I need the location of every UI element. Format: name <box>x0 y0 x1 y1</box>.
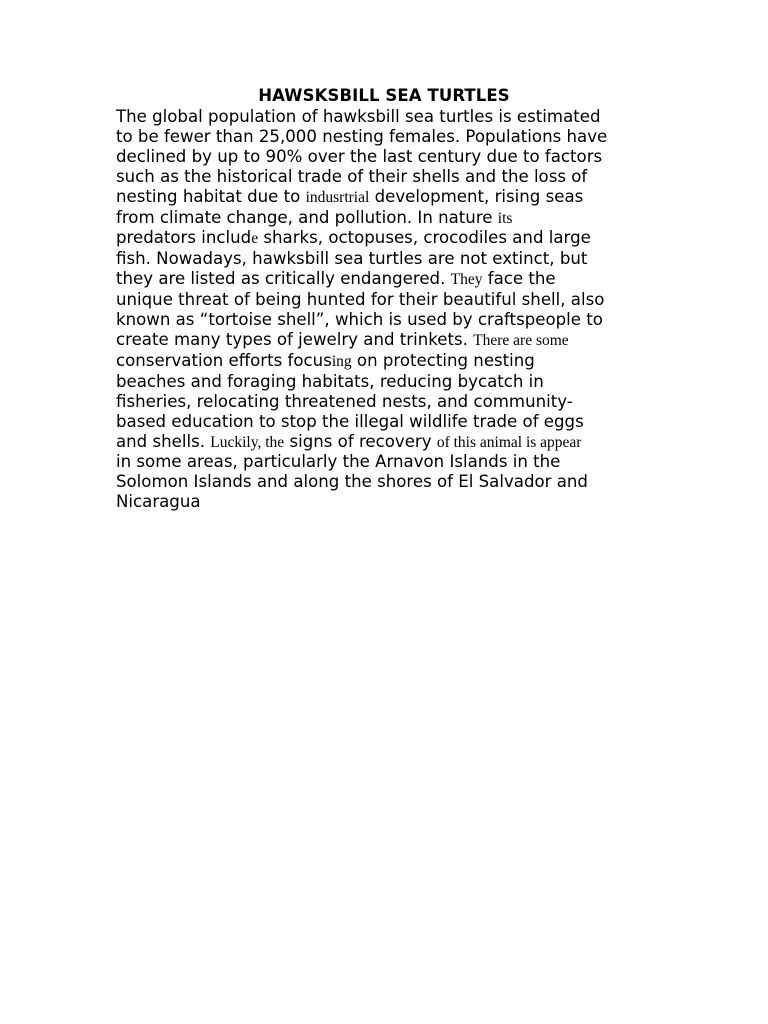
text-run: unique threat of being hunted for their beautiful shell, also <box>116 290 605 310</box>
text-run: such as the historical trade of their shells and the loss of <box>116 166 588 186</box>
paragraph-line <box>116 147 656 167</box>
paragraph-line <box>116 412 656 432</box>
text-run: signs of recovery <box>284 431 437 451</box>
paragraph-line <box>116 351 656 372</box>
text-run: in some areas, particularly the Arnavon Islands in the <box>116 452 561 472</box>
text-run: create many types of jewelry and trinkets. <box>116 329 474 349</box>
serif-text-run: ing <box>331 352 352 370</box>
paragraph-line <box>116 310 656 330</box>
paragraph-line <box>116 452 656 472</box>
text-run: Solomon Islands and along the shores of El Salvador and <box>116 472 588 492</box>
document-title: HAWSKSBILL SEA TURTLES <box>258 86 510 105</box>
serif-text-run: its <box>497 209 513 227</box>
text-run: based education to stop the illegal wildlife trade of eggs <box>116 411 584 431</box>
text-run: conservation efforts focus <box>116 350 332 370</box>
text-run: Nicaragua <box>116 492 201 512</box>
paragraph-line <box>116 392 656 412</box>
text-run: The global population of hawksbill sea turtles is estimated <box>116 107 601 126</box>
paragraph-line <box>116 472 656 492</box>
paragraph-line <box>116 432 656 453</box>
text-run: and shells. <box>116 431 211 451</box>
serif-text-run: of this animal is appear <box>436 433 582 451</box>
text-run: face the <box>482 269 556 289</box>
text-run: declined by up to 90% over the last century due to factors <box>116 146 603 166</box>
text-run: on protecting nesting <box>351 350 535 370</box>
paragraph-line <box>116 249 656 269</box>
paragraph-line <box>116 187 656 208</box>
text-run: fish. Nowadays, hawksbill sea turtles are not extinct, but <box>116 249 588 269</box>
text-run: nesting habitat due to <box>116 186 306 206</box>
text-run: to be fewer than 25,000 nesting females. Populations have <box>116 126 608 146</box>
serif-text-run: Luckily, the <box>210 433 285 451</box>
paragraph-line <box>116 127 656 147</box>
paragraph-line <box>116 107 656 127</box>
text-run: predators includ <box>116 228 252 248</box>
document-body-paragraph <box>116 107 656 512</box>
paragraph-line <box>116 269 656 290</box>
text-run: known as “tortoise shell”, which is used by craftspeople to <box>116 310 603 330</box>
serif-text-run: e <box>251 230 259 248</box>
paragraph-line <box>116 167 656 187</box>
paragraph-line <box>116 228 656 249</box>
serif-text-run: There are some <box>473 331 569 349</box>
text-run: fisheries, relocating threatened nests, and community- <box>116 391 573 411</box>
paragraph-line <box>116 492 656 512</box>
paragraph-line <box>116 372 656 392</box>
paragraph-line <box>116 290 656 310</box>
text-run: they are listed as critically endangered. <box>116 269 451 289</box>
serif-text-run: indusrtrial <box>305 188 370 206</box>
serif-text-run: They <box>450 271 483 289</box>
paragraph-line <box>116 330 656 351</box>
paragraph-line <box>116 208 656 229</box>
text-run: sharks, octopuses, crocodiles and large <box>258 228 591 248</box>
text-run: development, rising seas <box>369 186 584 206</box>
text-run: from climate change, and pollution. In nature <box>116 207 498 227</box>
text-run: beaches and foraging habitats, reducing bycatch in <box>116 371 544 391</box>
